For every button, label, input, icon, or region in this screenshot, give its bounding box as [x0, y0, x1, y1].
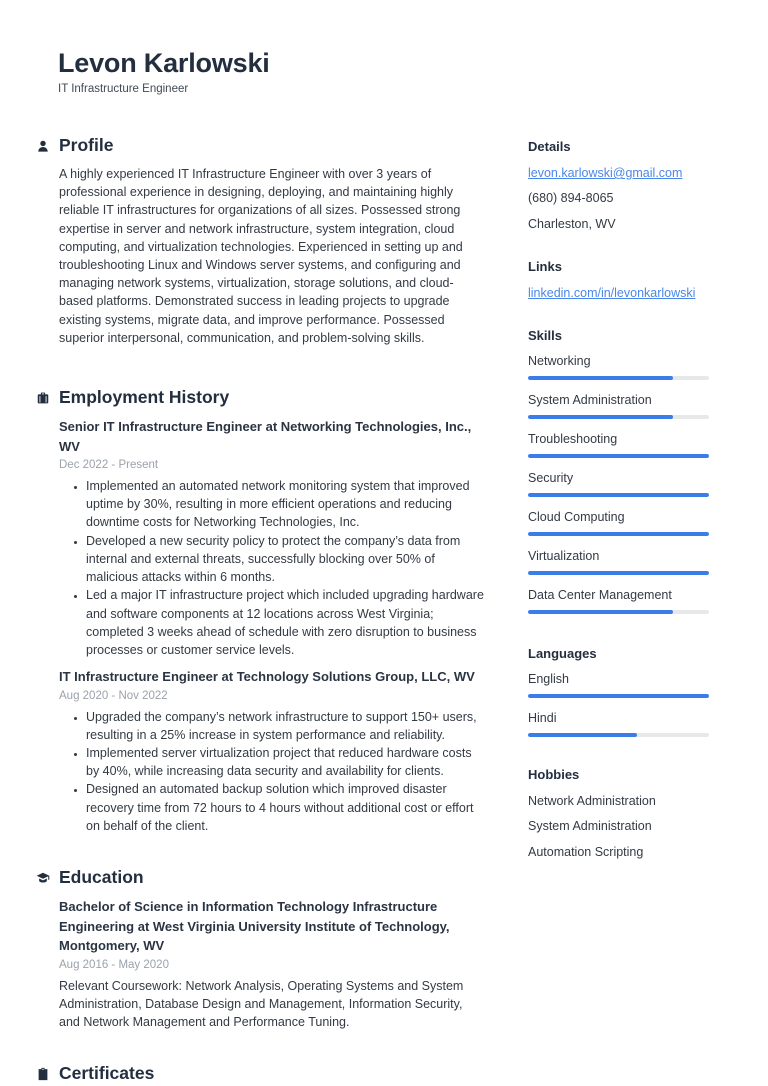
certificates-section: [36, 1063, 486, 1084]
meter-fill: [528, 610, 673, 614]
certificates-heading: Certificates: [59, 1063, 155, 1084]
header: [36, 48, 486, 95]
meter-item: [528, 672, 709, 698]
profile-text: A highly experienced IT Infrastructure Engineer with over 3 years of professional experience in designing, deploying, and maintaining highly reliable IT infrastructures for organizations of all sizes. Possessed strong expertise in server and network infrastructure, system integration, cloud computing, and virtualization technologies. Experienced in setting up and troubleshooting Linux and Windows server systems, and configuring and managing network systems, virtualization, storage solutions, and cloud-based platforms. Demonstrated success in leading projects to upgrade existing systems, migrate data, and improve performance. Possessed superior interpersonal, communication, and problem-solving skills.: [59, 167, 463, 345]
sidebar: [528, 0, 709, 1086]
meter-label: Troubleshooting: [528, 432, 618, 446]
employment-section-head: [36, 387, 486, 408]
meter-label: Hindi: [528, 711, 557, 725]
meter-label: Networking: [528, 354, 591, 368]
hobbies-heading: Hobbies: [528, 767, 580, 782]
graduation-cap-icon: [36, 871, 50, 885]
meter-fill: [528, 733, 637, 737]
job-dates: Aug 2020 - Nov 2022: [59, 689, 168, 702]
degree-title: Bachelor of Science in Information Technology Infrastructure Engineering at West Virginia University Institute of Technology, Montgomery, WV: [59, 899, 450, 954]
meter-label: Cloud Computing: [528, 510, 625, 524]
links-heading: Links: [528, 258, 562, 274]
education-dates: Aug 2016 - May 2020: [59, 958, 169, 971]
job-bullet: • Developed a new security policy to protect the company’s data from internal and external threats, successfully blocking over 50% of malicious attacks within 6 months.: [86, 532, 486, 587]
skills-section: [528, 328, 709, 614]
employment-heading: Employment History: [59, 387, 230, 408]
job-bullet: • Implemented an automated network monitoring system that improved uptime by 30%, resulting in more efficient operations and reducing downtime costs for Networking Technologies, Inc.: [86, 477, 486, 532]
skills-list: [528, 354, 709, 614]
languages-list: [528, 672, 709, 737]
meter-label: Virtualization: [528, 549, 600, 563]
profile-section-head: [36, 135, 486, 156]
job-entry: [59, 417, 486, 659]
meter-track: [528, 571, 709, 575]
profile-heading: Profile: [59, 135, 114, 156]
location: Charleston, WV: [528, 216, 616, 231]
person-name: Levon Karlowski: [58, 48, 270, 78]
job-dates: Dec 2022 - Present: [59, 459, 159, 472]
meter-track: [528, 532, 709, 536]
meter-fill: [528, 493, 709, 497]
meter-item: [528, 393, 709, 419]
education-section: [36, 867, 486, 1031]
education-section-head: [36, 867, 486, 888]
meter-fill: [528, 694, 709, 698]
meter-fill: [528, 571, 709, 575]
email-link[interactable]: levon.karlowski@gmail.com: [528, 166, 683, 180]
certificates-section-head: [36, 1063, 486, 1084]
meter-fill: [528, 454, 709, 458]
person-job-title: IT Infrastructure Engineer: [58, 83, 189, 96]
job-title: Senior IT Infrastructure Engineer at Networking Technologies, Inc., WV: [59, 419, 472, 454]
job-bullet: • Led a major IT infrastructure project which included upgrading hardware and software components at 12 locations across West Virginia; completed 3 weeks ahead of schedule with zero disruption to business processes or customer service levels.: [86, 586, 486, 659]
meter-item: [528, 588, 709, 614]
meter-fill: [528, 532, 709, 536]
meter-item: [528, 549, 709, 575]
education-description: Relevant Coursework: Network Analysis, Operating Systems and System Administration, Database Design and Management, Information Security, and Network Management and Performance Tuning.: [59, 978, 464, 1029]
meter-track: [528, 415, 709, 419]
phone-number: (680) 894-8065: [528, 191, 614, 206]
meter-track: [528, 376, 709, 380]
meter-item: [528, 354, 709, 380]
meter-track: [528, 733, 709, 737]
details-section: [528, 139, 709, 232]
meter-fill: [528, 376, 673, 380]
meter-item: [528, 432, 709, 458]
meter-label: System Administration: [528, 393, 652, 407]
meter-track: [528, 694, 709, 698]
job-bullet: • Designed an automated backup solution which improved disaster recovery time from 72 hours to 4 hours without additional cost or effort on behalf of the client.: [86, 780, 486, 835]
hobbies-list: [528, 793, 709, 860]
meter-item: [528, 711, 709, 737]
hobby-item: Automation Scripting: [528, 844, 644, 859]
employment-body: [36, 417, 486, 835]
person-icon: [36, 139, 50, 153]
meter-label: English: [528, 672, 569, 686]
hobby-item: Network Administration: [528, 794, 656, 808]
education-body: [36, 897, 486, 1031]
profile-body: [36, 165, 486, 347]
meter-fill: [528, 415, 673, 419]
briefcase-icon: [36, 391, 50, 405]
skills-heading: Skills: [528, 328, 562, 343]
meter-label: Data Center Management: [528, 588, 672, 602]
job-bullets: [59, 708, 486, 835]
meter-item: [528, 471, 709, 497]
hobby-item: System Administration: [528, 819, 652, 834]
profile-section: [36, 135, 486, 347]
clipboard-icon: [36, 1067, 50, 1081]
languages-section: [528, 646, 709, 737]
languages-heading: Languages: [528, 646, 597, 661]
links-section: [528, 259, 709, 301]
job-entry: [59, 667, 486, 835]
linkedin-link[interactable]: linkedin.com/in/levonkarlowski: [528, 285, 696, 300]
employment-section: [36, 387, 486, 835]
hobbies-section: [528, 767, 709, 860]
job-bullet: • Upgraded the company’s network infrastructure to support 150+ users, resulting in a 25% increase in system performance and reliability.: [86, 708, 486, 744]
details-heading: Details: [528, 139, 571, 154]
job-bullets: [59, 477, 486, 659]
job-title: IT Infrastructure Engineer at Technology Solutions Group, LLC, WV: [59, 669, 475, 685]
meter-item: [528, 510, 709, 536]
meter-label: Security: [528, 471, 574, 485]
education-heading: Education: [59, 867, 144, 888]
meter-track: [528, 610, 709, 614]
meter-track: [528, 454, 709, 458]
meter-track: [528, 493, 709, 497]
job-bullet: • Implemented server virtualization project that reduced hardware costs by 40%, while increasing data security and availability for clients.: [86, 744, 486, 780]
